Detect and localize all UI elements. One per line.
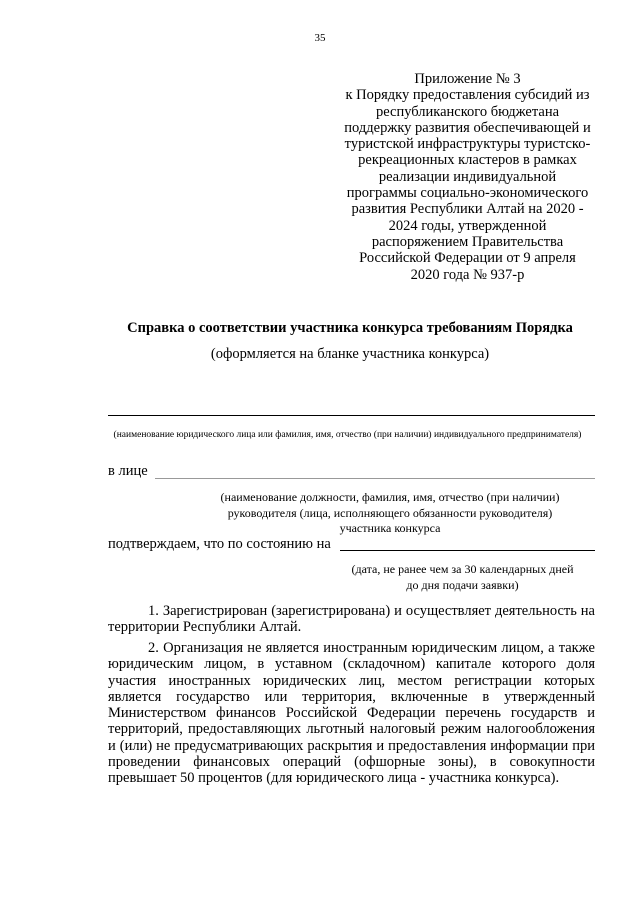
appendix-header [330,71,605,283]
in-person-label: в лице [108,463,148,479]
paragraph-1: 1. Зарегистрирован (зарегистрирована) и осуществляет деятельность на территории Республики Алтай. [108,603,595,636]
appendix-line: рекреационных кластеров в рамках [358,152,577,169]
date-line [340,550,595,551]
appendix-line: 2020 года № 937-р [410,266,525,283]
organization-name-caption: (наименование юридического лица или фамилия, имя, отчество (при наличии) индивидуального предпринимателя) [113,430,582,440]
date-caption [330,562,595,593]
appendix-line: распоряжением Правительства [371,233,564,250]
page-number: 35 [314,32,326,44]
appendix-line: реализации индивидуальной [378,168,557,185]
appendix-line: поддержку развития обеспечивающей и [344,119,591,136]
paragraph-2: 2. Организация не является иностранным юридическим лицом, а также юридическим лицом, в уставном (складочном) капитале которого доля участия иностранных юридических лиц, местом регистрации которых является государство или территория, включенные в утвержденный Министерством финансов Российской Федерации перечень государств и территорий, предоставляющих льготный налоговый режим налогообложения и (или) не предусматривающих раскрытия и предоставления информации при проведении финансовых операций (офшорные зоны), в совокупности превышает 50 процентов (для юридического лица - участника конкурса). [108,640,595,787]
appendix-line: программы социально-экономического [346,185,589,202]
representative-caption: (наименование должности, фамилия, имя, отчество (при наличии) руководителя (лица, исполняющего обязанности руководителя) участника конкурса [220,490,560,535]
confirm-label: подтверждаем, что по состоянию на [108,536,331,552]
document-title: Справка о соответствии участника конкурса требованиям Порядка [127,320,573,336]
appendix-line: туристской инфраструктуры туристско- [344,136,591,153]
organization-name-line [108,415,595,416]
appendix-line: Российской Федерации от 9 апреля [359,250,576,267]
date-caption-line: (дата, не ранее чем за 30 календарных дней [351,562,574,576]
representative-line [155,478,595,479]
date-caption-line: до дня подачи заявки) [406,577,519,592]
appendix-line: 2024 годы, утвержденной [388,217,547,234]
appendix-line: Приложение № 3 [414,71,521,87]
appendix-line: республиканского бюджетана [375,103,560,120]
appendix-line: развития Республики Алтай на 2020 - [351,201,584,218]
document-subtitle: (оформляется на бланке участника конкурса) [210,346,490,362]
appendix-line: к Порядку предоставления субсидий из [345,87,590,104]
